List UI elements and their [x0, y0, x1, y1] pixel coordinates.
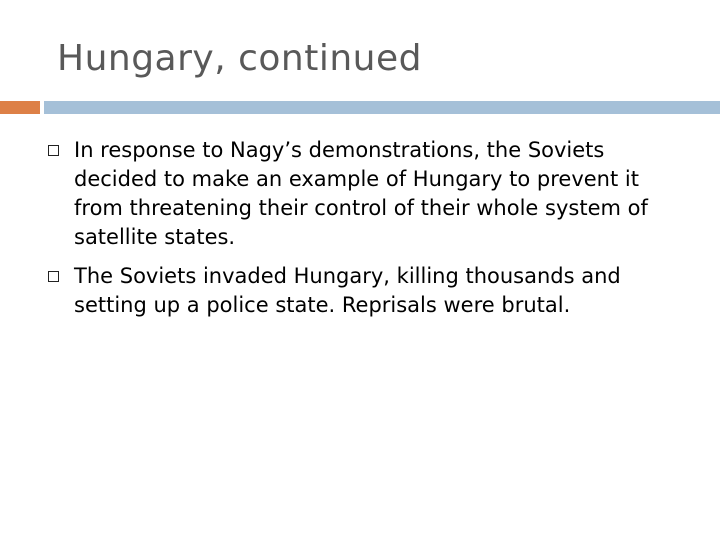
title-rule-accent: [0, 101, 40, 114]
hollow-square-bullet-icon: [48, 271, 59, 282]
slide-title: Hungary, continued: [57, 38, 422, 79]
hollow-square-bullet-icon: [48, 145, 59, 156]
title-rule-bar: [44, 101, 720, 114]
bullet-item: [48, 262, 688, 320]
bullet-item: [48, 136, 688, 252]
bullet-text: In response to Nagy’s demonstrations, the Soviets decided to make an example of Hungary to prevent it from threatening their control of their whole system of satellite states.: [74, 138, 648, 249]
bullet-text: The Soviets invaded Hungary, killing thousands and setting up a police state. Reprisals were brutal.: [74, 264, 621, 317]
bullet-list: [48, 136, 688, 330]
